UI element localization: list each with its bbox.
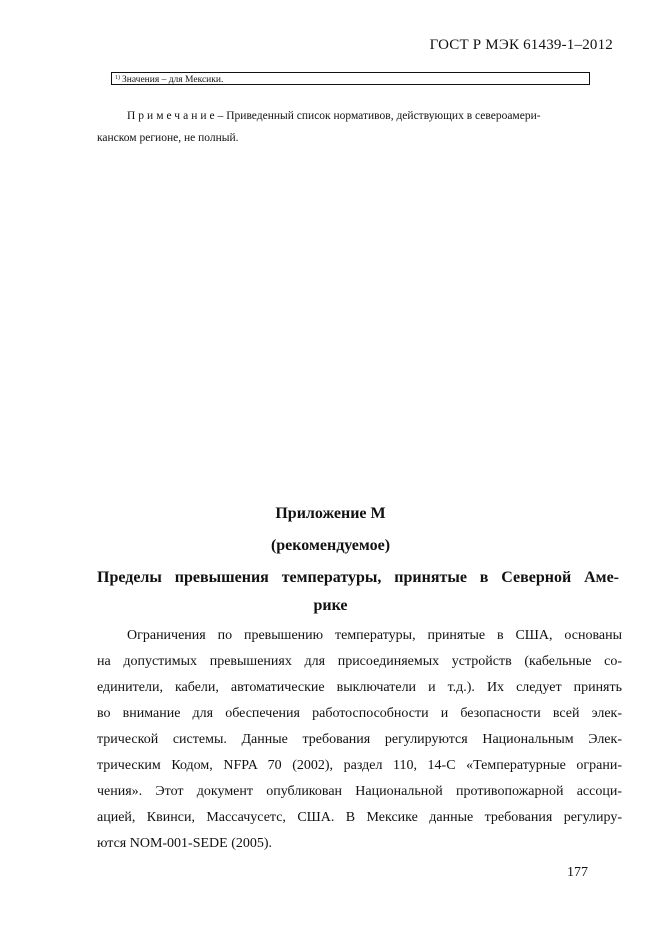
note-text-1: – Приведенный список нормативов, действующих в североамери- — [217, 110, 541, 122]
paragraph-line: Ограничения по превышению температуры, принятые в США, основаны — [127, 628, 622, 643]
note-line-2: канском регионе, не полный. — [97, 132, 239, 144]
note-line-1 — [127, 106, 610, 127]
paragraph-line: на допустимых превышениях для присоединяемых устройств (кабельные со- — [97, 654, 622, 669]
page-number: 177 — [567, 865, 588, 880]
annex-status: (рекомендуемое) — [270, 537, 391, 554]
paragraph-line: ацией, Квинси, Массачусетс, США. В Мексике данные требования регулиру- — [97, 810, 622, 825]
paragraph-line: единители, кабели, автоматические выключатели и т.д.). Их следует принять — [97, 680, 622, 695]
paragraph-line: ются NOM-001-SEDE (2005). — [97, 836, 273, 851]
body-paragraph — [97, 623, 622, 857]
annex-title: Приложение М — [275, 505, 386, 522]
note-label: Примечание — [127, 110, 218, 122]
paragraph-line: трическим Кодом, NFPA 70 (2002), раздел 110, 14-С «Температурные ограни- — [97, 758, 622, 773]
footnote-text: Значения – для Мексики. — [122, 75, 224, 85]
annex-name-line-2: рике — [313, 597, 348, 614]
paragraph-line: чения». Этот документ опубликован Национальной противопожарной ассоци- — [97, 784, 622, 799]
paragraph-line: трической системы. Данные требования регулируются Национальным Элек- — [97, 732, 622, 747]
paragraph-line: во внимание для обеспечения работоспособности и безопасности всей элек- — [97, 706, 622, 721]
footnote-marker: 1) — [115, 75, 120, 81]
document-header-code: ГОСТ Р МЭК 61439-1–2012 — [429, 37, 613, 53]
annex-name-line-1: Пределы превышения температуры, принятые в Северной Аме- — [97, 569, 619, 586]
footnote — [111, 72, 590, 85]
